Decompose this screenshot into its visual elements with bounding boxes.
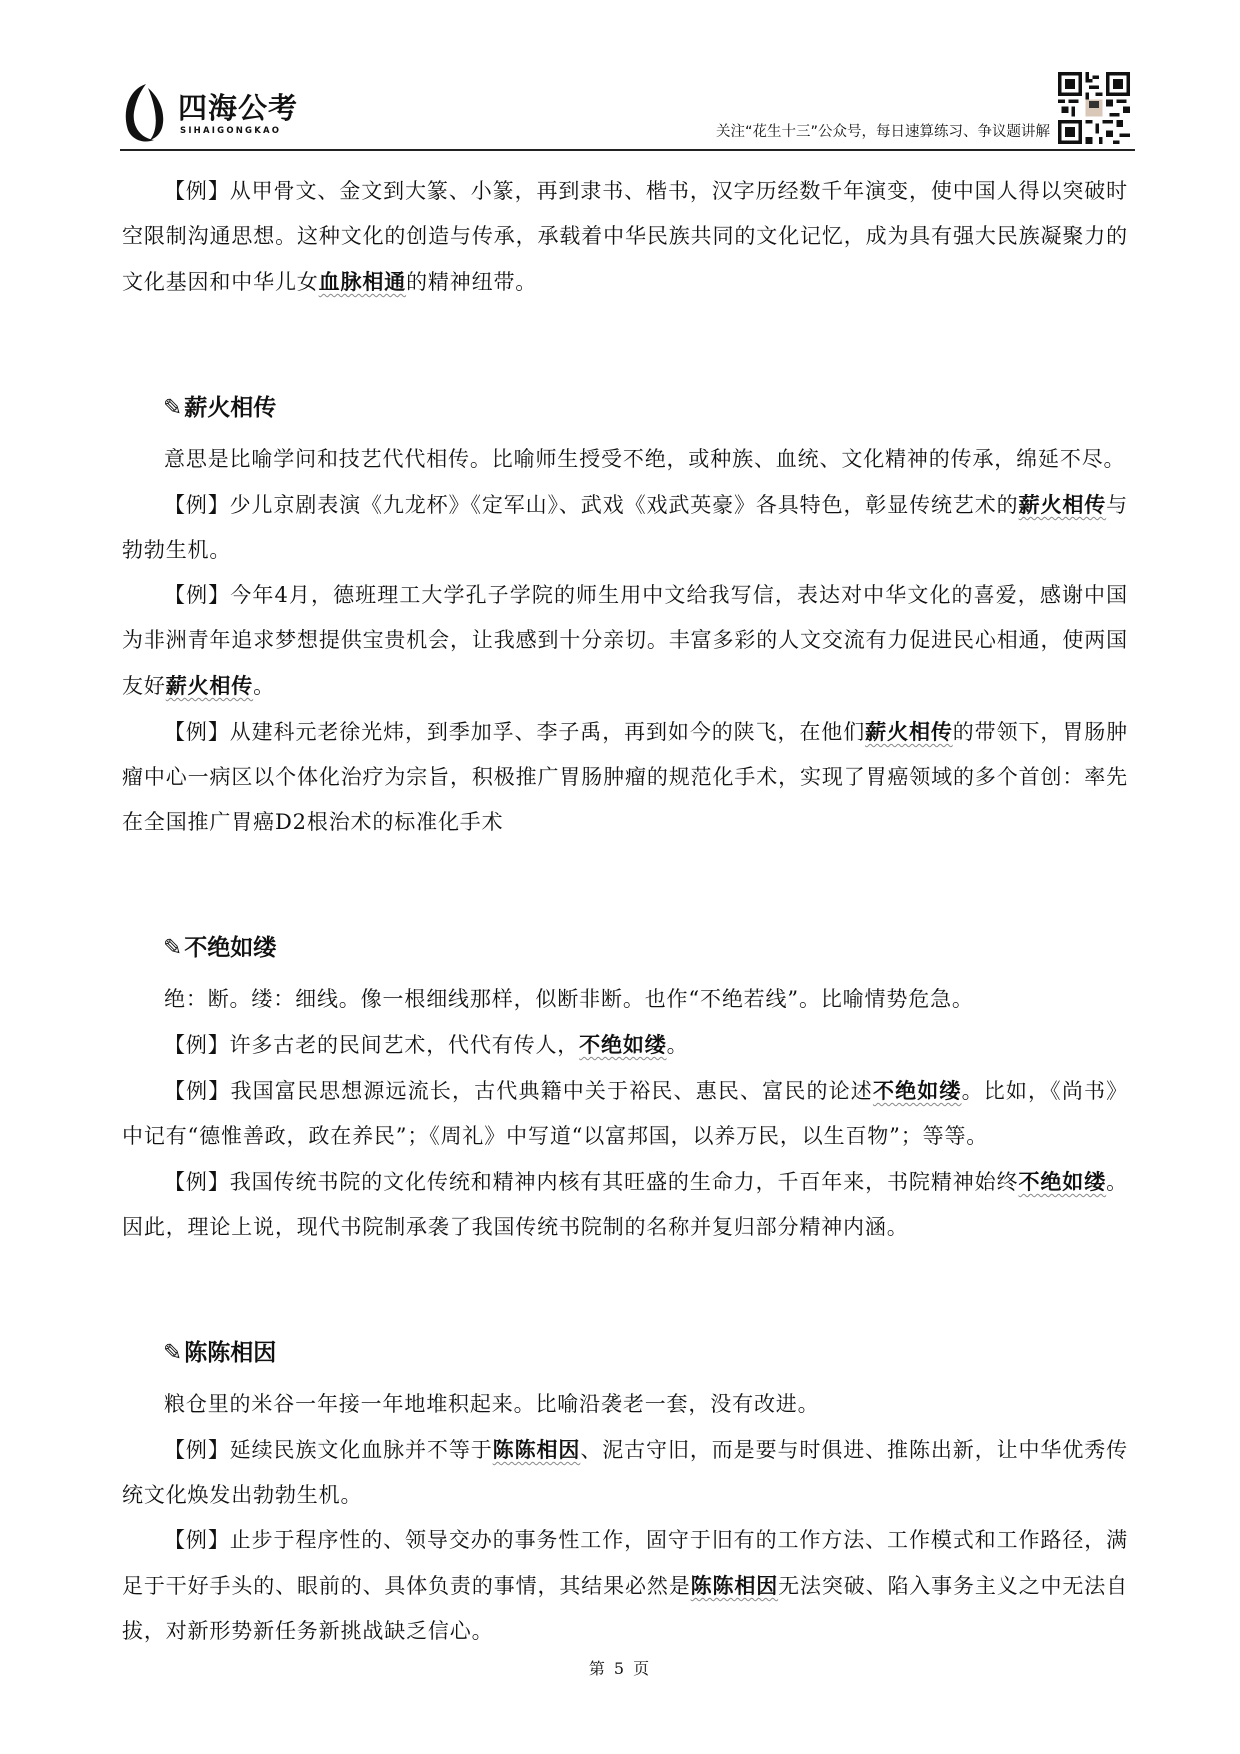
idiom-heading-text: 陈陈相因 — [184, 1340, 277, 1366]
logo-subtitle: SIHAIGONGKAO — [180, 126, 282, 136]
pencil-icon: ✎ — [163, 1340, 183, 1366]
page-number: 第 5 页 — [588, 1659, 652, 1678]
paragraph-text: 【例】从甲骨文、金文到大篆、小篆，再到隶书、楷书，汉字历经数千年演变，使中国人得以突破时空限制沟通思想。这种文化的创造与传承，承载着中华民族共同的文化记忆，成为具有强大民族凝聚力的文化基因和中华儿女 — [122, 179, 1128, 294]
paragraph — [122, 1068, 1128, 1159]
paragraph — [122, 1382, 1128, 1427]
highlighted-idiom: 薪火相传 — [865, 719, 953, 744]
pencil-icon: ✎ — [163, 935, 183, 961]
paragraph — [122, 1022, 1128, 1068]
paragraph-text: 【例】从建科元老徐光炜，到季加孚、李子禹，再到如今的陕飞，在他们 — [164, 720, 866, 744]
paragraph-text: 的精神纽带。 — [406, 270, 538, 294]
highlighted-idiom: 血脉相通 — [318, 269, 407, 294]
sihai-logo — [120, 82, 320, 144]
paragraph — [122, 1159, 1128, 1250]
logo-name: 四海公考 — [178, 91, 299, 125]
paragraph-text: 【例】我国传统书院的文化传统和精神内核有其旺盛的生命力，千百年来，书院精神始终 — [164, 1170, 1019, 1194]
paragraph — [122, 573, 1128, 709]
highlighted-idiom: 薪火相传 — [165, 673, 254, 698]
paragraph-text: 【例】少儿京剧表演《九龙杯》《定军山》、武戏《戏武英豪》各具特色，彰显传统艺术的 — [164, 493, 1019, 517]
paragraph-text: 。因此，理论上说，现代书院制承袭了我国传统书院制的名称并复归部分精神内涵。 — [122, 1170, 1128, 1239]
highlighted-idiom: 不绝如缕 — [872, 1078, 962, 1103]
idiom-heading-text: 不绝如缕 — [184, 935, 277, 961]
paragraph-text: 。 — [666, 1033, 689, 1057]
paragraph — [122, 169, 1128, 305]
highlighted-idiom: 薪火相传 — [1018, 492, 1107, 517]
page-header — [0, 0, 1240, 155]
paragraph — [122, 709, 1128, 845]
paragraph-text: 【例】止步于程序性的、领导交办的事务性工作，固守于旧有的工作方法、工作模式和工作路径，满足于干好手头的、眼前的、具体负责的事情，其结果必然是 — [122, 1528, 1128, 1598]
qr-code-icon — [1058, 72, 1130, 144]
paragraph-text: 粮仓里的米谷一年接一年地堆积起来。比喻沿袭老一套，没有改进。 — [164, 1392, 820, 1416]
idiom-heading — [163, 386, 1128, 431]
paragraph-text: 无法突破、陷入事务主义之中无法自拔，对新形势新任务新挑战缺乏信心。 — [122, 1574, 1128, 1643]
highlighted-idiom: 不绝如缕 — [1018, 1169, 1107, 1194]
paragraph-text: 、泥古守旧，而是要与时俱进、推陈出新，让中华优秀传统文化焕发出勃勃生机。 — [122, 1438, 1129, 1507]
idiom-heading — [163, 1331, 1128, 1376]
paragraph-text: 。 — [253, 674, 275, 698]
header-slogan: 关注“花生十三”公众号，每日速算练习、争议题讲解 — [715, 124, 1050, 140]
paragraph — [122, 482, 1128, 573]
paragraph — [122, 1518, 1128, 1654]
paragraph-text: 。比如，《尚书》中记有“德惟善政，政在养民”；《周礼》中写道“以富邦国，以养万民，以生百物”；等等。 — [122, 1079, 1128, 1148]
paragraph-text: 【例】我国富民思想源远流长，古代典籍中关于裕民、惠民、富民的论述 — [164, 1079, 873, 1103]
paragraph-text: 的带领下，胃肠肿瘤中心一病区以个体化治疗为宗旨，积极推广胃肠肿瘤的规范化手术，实现了胃癌领域的多个首创：率先在全国推广胃癌D2根治术的标准化手术 — [122, 720, 1128, 834]
document-body — [122, 169, 1128, 1654]
highlighted-idiom: 陈陈相因 — [492, 1437, 581, 1462]
highlighted-idiom: 不绝如缕 — [579, 1032, 667, 1057]
idiom-heading-text: 薪火相传 — [184, 395, 277, 421]
paragraph-text: 意思是比喻学问和技艺代代相传。比喻师生授受不绝，或种族、血统、文化精神的传承，绵延不尽。 — [164, 447, 1126, 471]
paragraph — [122, 437, 1128, 482]
idiom-heading — [163, 926, 1128, 971]
paragraph-text: 【例】今年4月，德班理工大学孔子学院的师生用中文给我写信，表达对中华文化的喜爱，感谢中国为非洲青年追求梦想提供宝贵机会，让我感到十分亲切。丰富多彩的人文交流有力促进民心相通，使两国友好 — [122, 583, 1128, 698]
paragraph — [122, 977, 1128, 1022]
sail-logo-icon — [120, 82, 172, 144]
highlighted-idiom: 陈陈相因 — [690, 1573, 779, 1598]
paragraph-text: 【例】许多古老的民间艺术，代代有传人， — [164, 1033, 580, 1057]
paragraph-text: 【例】延续民族文化血脉并不等于 — [164, 1438, 493, 1462]
paragraph-text: 绝：断。缕：细线。像一根细线那样，似断非断。也作“不绝若线”。比喻情势危急。 — [164, 987, 974, 1011]
paragraph-text: 与勃勃生机。 — [122, 493, 1128, 562]
header-divider — [120, 149, 1135, 151]
paragraph — [122, 1427, 1128, 1518]
pencil-icon: ✎ — [163, 395, 183, 421]
